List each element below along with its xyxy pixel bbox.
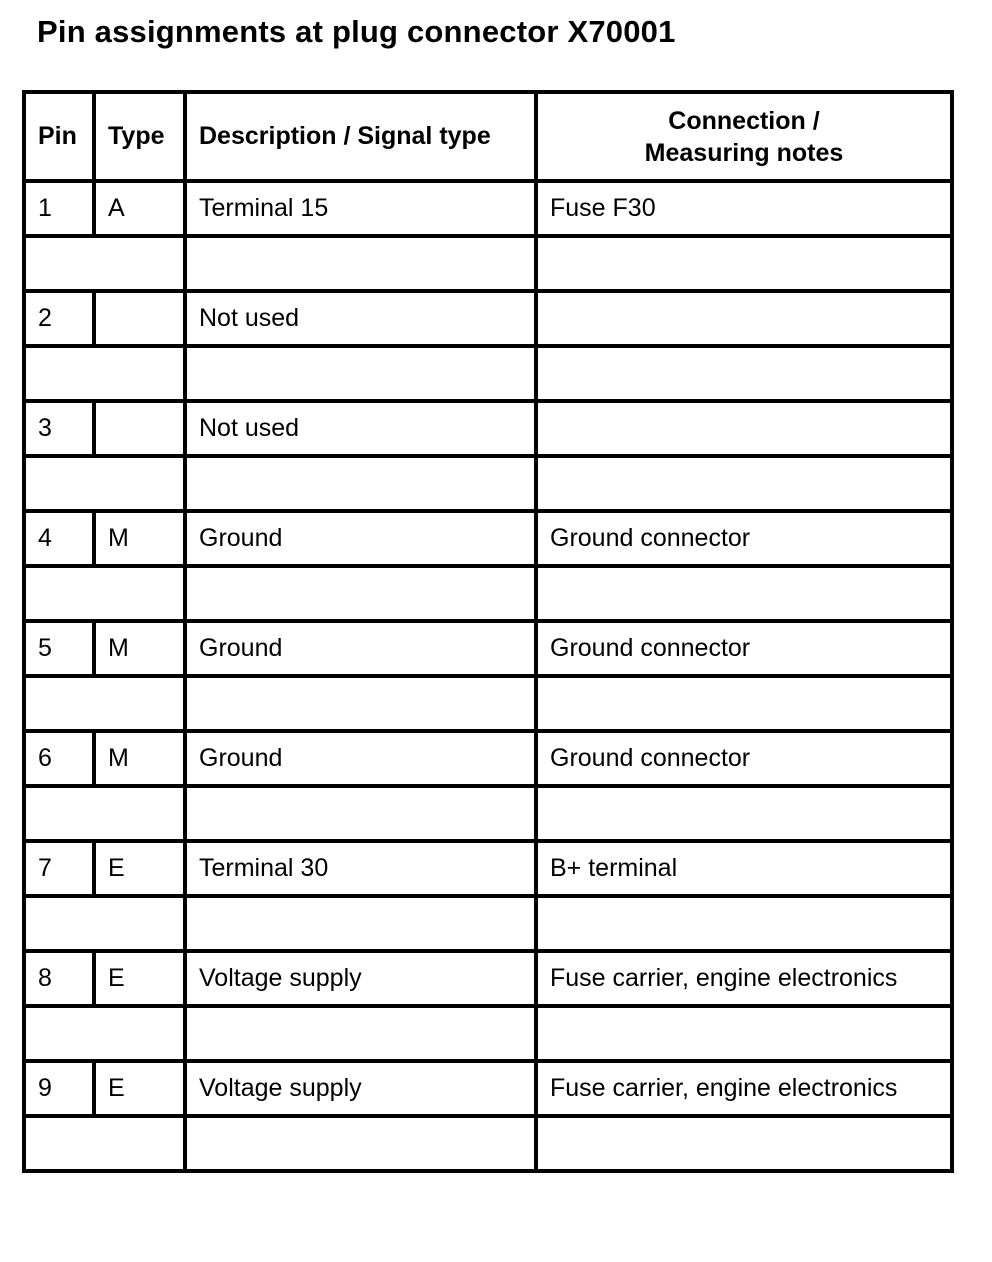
- spacer-cell: [536, 786, 952, 841]
- pin-cell: 2: [24, 291, 94, 346]
- table-row: [24, 621, 952, 676]
- pin-cell: 1: [24, 181, 94, 236]
- spacer-cell: [24, 1006, 185, 1061]
- header-type: Type: [94, 92, 185, 181]
- spacer-cell: [24, 676, 185, 731]
- spacer-row: [24, 1006, 952, 1061]
- type-cell: [94, 291, 185, 346]
- type-cell: [94, 401, 185, 456]
- pin-cell: 7: [24, 841, 94, 896]
- page-title: Pin assignments at plug connector X70001: [37, 14, 676, 49]
- spacer-row: [24, 346, 952, 401]
- header-connection-line1: Connection /: [668, 106, 820, 135]
- header-description: Description / Signal type: [185, 92, 536, 181]
- spacer-cell: [536, 236, 952, 291]
- spacer-row: [24, 896, 952, 951]
- spacer-row: [24, 676, 952, 731]
- spacer-cell: [536, 676, 952, 731]
- spacer-cell: [185, 786, 536, 841]
- spacer-cell: [185, 346, 536, 401]
- connection-cell: Ground connector: [536, 731, 952, 786]
- spacer-cell: [24, 456, 185, 511]
- type-cell: E: [94, 951, 185, 1006]
- spacer-cell: [536, 1006, 952, 1061]
- spacer-cell: [185, 1006, 536, 1061]
- spacer-cell: [536, 566, 952, 621]
- connection-cell: Ground connector: [536, 621, 952, 676]
- description-cell: Voltage supply: [185, 1061, 536, 1116]
- spacer-cell: [185, 676, 536, 731]
- spacer-row: [24, 236, 952, 291]
- spacer-row: [24, 566, 952, 621]
- table-row: [24, 511, 952, 566]
- header-connection-line2: Measuring notes: [644, 138, 844, 167]
- spacer-cell: [185, 566, 536, 621]
- spacer-cell: [536, 346, 952, 401]
- table-row: [24, 181, 952, 236]
- description-cell: Terminal 30: [185, 841, 536, 896]
- spacer-cell: [536, 896, 952, 951]
- description-cell: Ground: [185, 511, 536, 566]
- table-row: [24, 951, 952, 1006]
- spacer-cell: [536, 456, 952, 511]
- connection-cell: Fuse carrier, engine electronics: [536, 951, 952, 1006]
- spacer-cell: [24, 1116, 185, 1171]
- table-row: [24, 731, 952, 786]
- spacer-cell: [24, 346, 185, 401]
- table-row: [24, 1061, 952, 1116]
- pin-cell: 9: [24, 1061, 94, 1116]
- pin-cell: 4: [24, 511, 94, 566]
- spacer-cell: [185, 456, 536, 511]
- header-pin: Pin: [24, 92, 94, 181]
- type-cell: M: [94, 511, 185, 566]
- description-cell: Ground: [185, 731, 536, 786]
- description-cell: Not used: [185, 291, 536, 346]
- pin-cell: 5: [24, 621, 94, 676]
- type-cell: E: [94, 1061, 185, 1116]
- pin-assignment-table: [22, 90, 954, 1173]
- type-cell: A: [94, 181, 185, 236]
- table-row: [24, 401, 952, 456]
- description-cell: Terminal 15: [185, 181, 536, 236]
- connection-cell: Fuse carrier, engine electronics: [536, 1061, 952, 1116]
- spacer-row: [24, 1116, 952, 1171]
- pin-cell: 6: [24, 731, 94, 786]
- spacer-row: [24, 456, 952, 511]
- table-header-row: [24, 92, 952, 181]
- connection-cell: Fuse F30: [536, 181, 952, 236]
- spacer-cell: [24, 236, 185, 291]
- pin-cell: 3: [24, 401, 94, 456]
- spacer-cell: [185, 896, 536, 951]
- spacer-cell: [24, 896, 185, 951]
- type-cell: M: [94, 731, 185, 786]
- spacer-cell: [185, 1116, 536, 1171]
- connection-cell: Ground connector: [536, 511, 952, 566]
- table-row: [24, 841, 952, 896]
- connection-cell: B+ terminal: [536, 841, 952, 896]
- spacer-row: [24, 786, 952, 841]
- description-cell: Voltage supply: [185, 951, 536, 1006]
- spacer-cell: [24, 786, 185, 841]
- header-connection: [536, 92, 952, 181]
- connection-cell: [536, 291, 952, 346]
- description-cell: Not used: [185, 401, 536, 456]
- pin-cell: 8: [24, 951, 94, 1006]
- spacer-cell: [24, 566, 185, 621]
- table-row: [24, 291, 952, 346]
- spacer-cell: [185, 236, 536, 291]
- type-cell: E: [94, 841, 185, 896]
- type-cell: M: [94, 621, 185, 676]
- spacer-cell: [536, 1116, 952, 1171]
- description-cell: Ground: [185, 621, 536, 676]
- connection-cell: [536, 401, 952, 456]
